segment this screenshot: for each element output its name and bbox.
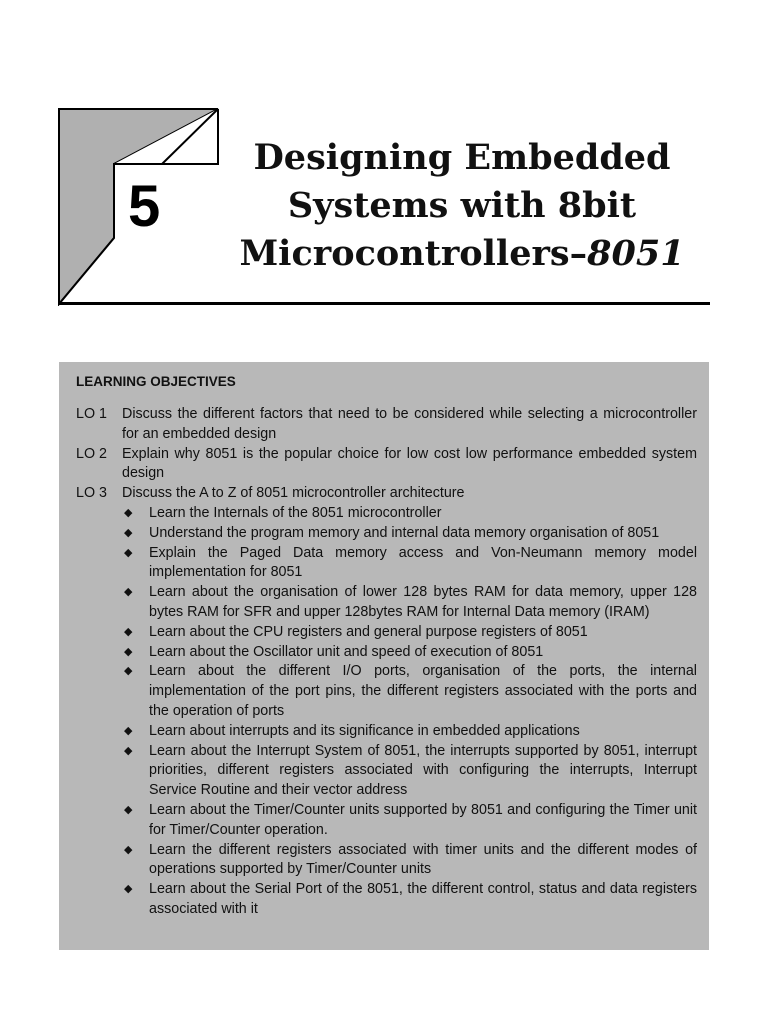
sub-objective-text: Learn about the Serial Port of the 8051, the different control, status and data registers associated with it xyxy=(149,881,697,917)
learning-objectives-heading: LEARNING OBJECTIVES xyxy=(76,374,236,389)
diamond-bullet-icon: ◆ xyxy=(124,586,133,599)
learning-objective-text: Discuss the A to Z of 8051 microcontroller architecture xyxy=(122,485,465,502)
diamond-bullet-icon: ◆ xyxy=(124,724,133,737)
diamond-bullet-icon: ◆ xyxy=(124,803,133,816)
sub-objective-item xyxy=(122,583,697,623)
learning-objective-label: LO 2 xyxy=(76,445,107,462)
learning-objective-label: LO 3 xyxy=(76,485,107,502)
learning-objective-text: Explain why 8051 is the popular choice for low cost low performance embedded system design xyxy=(122,445,697,482)
diamond-bullet-icon: ◆ xyxy=(124,506,133,519)
sub-objective-item xyxy=(122,623,697,643)
sub-objective-item xyxy=(122,880,697,920)
sub-objective-text: Learn about the CPU registers and general purpose registers of 8051 xyxy=(149,623,588,640)
learning-objective-item xyxy=(76,484,697,504)
chapter-title-prefix: Microcontrollers– xyxy=(239,233,588,274)
title-divider xyxy=(58,302,710,305)
sub-objective-item xyxy=(122,662,697,721)
sub-objective-text: Explain the Paged Data memory access and Von-Neumann memory model implementation for 8051 xyxy=(149,544,697,581)
sub-objective-item xyxy=(122,524,697,544)
diamond-bullet-icon: ◆ xyxy=(124,665,133,678)
sub-objective-item xyxy=(122,742,697,801)
diamond-bullet-icon: ◆ xyxy=(124,546,133,559)
sub-objective-item xyxy=(122,722,697,742)
chapter-title-line-2: Systems with 8bit xyxy=(287,185,637,226)
diamond-bullet-icon: ◆ xyxy=(124,744,133,757)
sub-objective-text: Learn about the Interrupt System of 8051, the interrupts supported by 8051, interrupt priorities, different registers associated with configuring the interrupts, Interrupt Service Routine and their vector address xyxy=(149,742,697,799)
learning-objectives-list xyxy=(76,405,697,920)
sub-objective-item xyxy=(122,643,697,663)
learning-objective-label: LO 1 xyxy=(76,406,107,422)
chapter-title xyxy=(230,134,694,278)
sub-objective-text: Understand the program memory and internal data memory organisation of 8051 xyxy=(149,524,660,541)
learning-objective-text: Discuss the different factors that need to be considered while selecting a microcontroller for an embedded design xyxy=(122,406,697,442)
sub-objective-item xyxy=(122,801,697,841)
learning-objective-item xyxy=(76,445,697,485)
sub-objective-text: Learn about the different I/O ports, organisation of the ports, the internal implementation of the port pins, the different registers associated with the ports and the operation of ports xyxy=(149,663,697,719)
chapter-title-line-1: Designing Embedded xyxy=(253,137,671,178)
sub-objective-text: Learn the Internals of the 8051 microcontroller xyxy=(149,504,442,521)
chapter-title-italic: 8051 xyxy=(587,233,685,274)
sub-objective-item xyxy=(122,544,697,584)
sub-objective-item xyxy=(122,504,697,524)
sub-objective-text: Learn about the organisation of lower 128 bytes RAM for data memory, upper 128 bytes RAM for SFR and upper 128bytes RAM for Internal Data memory (IRAM) xyxy=(149,584,697,620)
lo3-sub-objectives xyxy=(76,504,697,920)
learning-objectives-box xyxy=(59,362,709,950)
sub-objective-item xyxy=(122,841,697,881)
diamond-bullet-icon: ◆ xyxy=(124,843,133,856)
sub-objective-text: Learn about the Timer/Counter units supported by 8051 and configuring the Timer unit for Timer/Counter operation. xyxy=(149,801,697,838)
diamond-bullet-icon: ◆ xyxy=(124,625,133,638)
sub-objective-text: Learn about the Oscillator unit and speed of execution of 8051 xyxy=(149,643,544,660)
diamond-bullet-icon: ◆ xyxy=(124,883,133,896)
learning-objective-item xyxy=(76,405,697,445)
chapter-title-line-3 xyxy=(230,230,694,278)
chapter-number: 5 xyxy=(128,174,161,239)
diamond-bullet-icon: ◆ xyxy=(124,645,133,658)
diamond-bullet-icon: ◆ xyxy=(124,526,133,539)
sub-objective-text: Learn about interrupts and its significance in embedded applications xyxy=(149,722,580,739)
sub-objective-text: Learn the different registers associated with timer units and the different modes of operations supported by Timer/Counter units xyxy=(149,841,697,878)
